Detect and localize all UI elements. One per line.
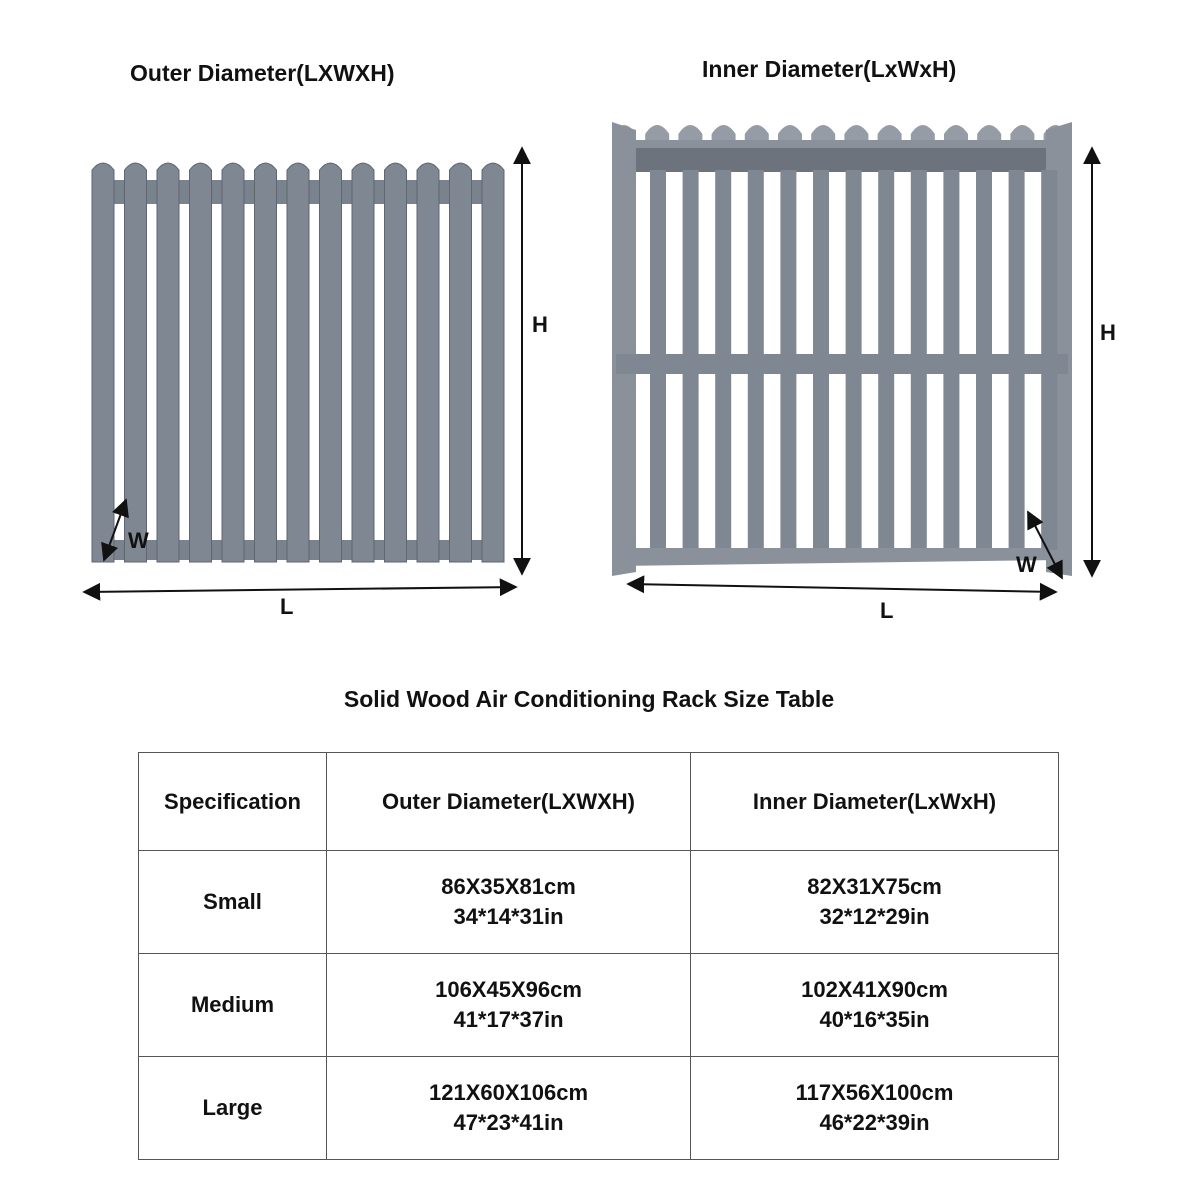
inner-h-label: H	[1100, 320, 1116, 345]
outer-h-label: H	[532, 312, 548, 337]
picket	[482, 163, 504, 562]
outer-cm-value: 86X35X81cm	[441, 874, 576, 899]
outer-length-arrow	[84, 587, 516, 592]
spec-cell: Large	[139, 1057, 327, 1160]
outer-cm-value: 106X45X96cm	[435, 977, 582, 1002]
picket	[385, 163, 407, 562]
picket	[417, 163, 439, 562]
inner-cm-value: 82X31X75cm	[807, 874, 942, 899]
picket	[287, 163, 309, 562]
outer-diameter-heading: Outer Diameter(LXWXH)	[130, 60, 395, 86]
outer-w-label: W	[128, 528, 149, 553]
inner-l-label: L	[880, 598, 894, 623]
outer-in-value: 41*17*37in	[453, 1007, 564, 1032]
table-row	[139, 954, 1059, 1057]
inner-size-cell	[691, 954, 1059, 1057]
outer-size-cell	[327, 851, 691, 954]
spec-cell: Medium	[139, 954, 327, 1057]
inner-rack-image	[612, 122, 1072, 576]
picket	[190, 163, 212, 562]
inner-cm-value: 117X56X100cm	[795, 1080, 954, 1105]
outer-size-cell	[327, 1057, 691, 1160]
picket	[222, 163, 244, 562]
inner-diameter-heading: Inner Diameter(LxWxH)	[702, 56, 957, 82]
inner-bottom-rail	[618, 548, 1058, 566]
inner-top-shadow	[636, 148, 1046, 172]
picket	[320, 163, 342, 562]
outer-pickets	[92, 163, 504, 562]
inner-size-cell	[691, 851, 1059, 954]
inner-left-side	[612, 122, 636, 576]
table-header-row	[139, 753, 1059, 851]
inner-in-value: 46*22*39in	[819, 1110, 930, 1135]
outer-size-cell	[327, 954, 691, 1057]
inner-cm-value: 102X41X90cm	[801, 977, 948, 1002]
inner-w-label: W	[1016, 552, 1037, 577]
inner-size-cell	[691, 1057, 1059, 1160]
picket	[450, 163, 472, 562]
picket	[92, 163, 114, 562]
table-row	[139, 1057, 1059, 1160]
column-header: Specification	[139, 753, 327, 851]
table-row	[139, 851, 1059, 954]
picket	[157, 163, 179, 562]
picket	[352, 163, 374, 562]
column-header: Inner Diameter(LxWxH)	[691, 753, 1059, 851]
inner-length-arrow	[628, 584, 1056, 592]
column-header: Outer Diameter(LXWXH)	[327, 753, 691, 851]
size-table	[138, 752, 1059, 1160]
inner-in-value: 40*16*35in	[819, 1007, 930, 1032]
outer-in-value: 47*23*41in	[453, 1110, 564, 1135]
spec-cell: Small	[139, 851, 327, 954]
outer-in-value: 34*14*31in	[453, 904, 564, 929]
inner-middle-rail	[616, 354, 1068, 374]
inner-in-value: 32*12*29in	[819, 904, 930, 929]
size-table-title: Solid Wood Air Conditioning Rack Size Table	[343, 686, 835, 712]
picket	[125, 163, 147, 562]
outer-cm-value: 121X60X106cm	[428, 1080, 589, 1105]
outer-l-label: L	[280, 594, 294, 619]
picket	[255, 163, 277, 562]
outer-rack-image	[92, 163, 504, 562]
